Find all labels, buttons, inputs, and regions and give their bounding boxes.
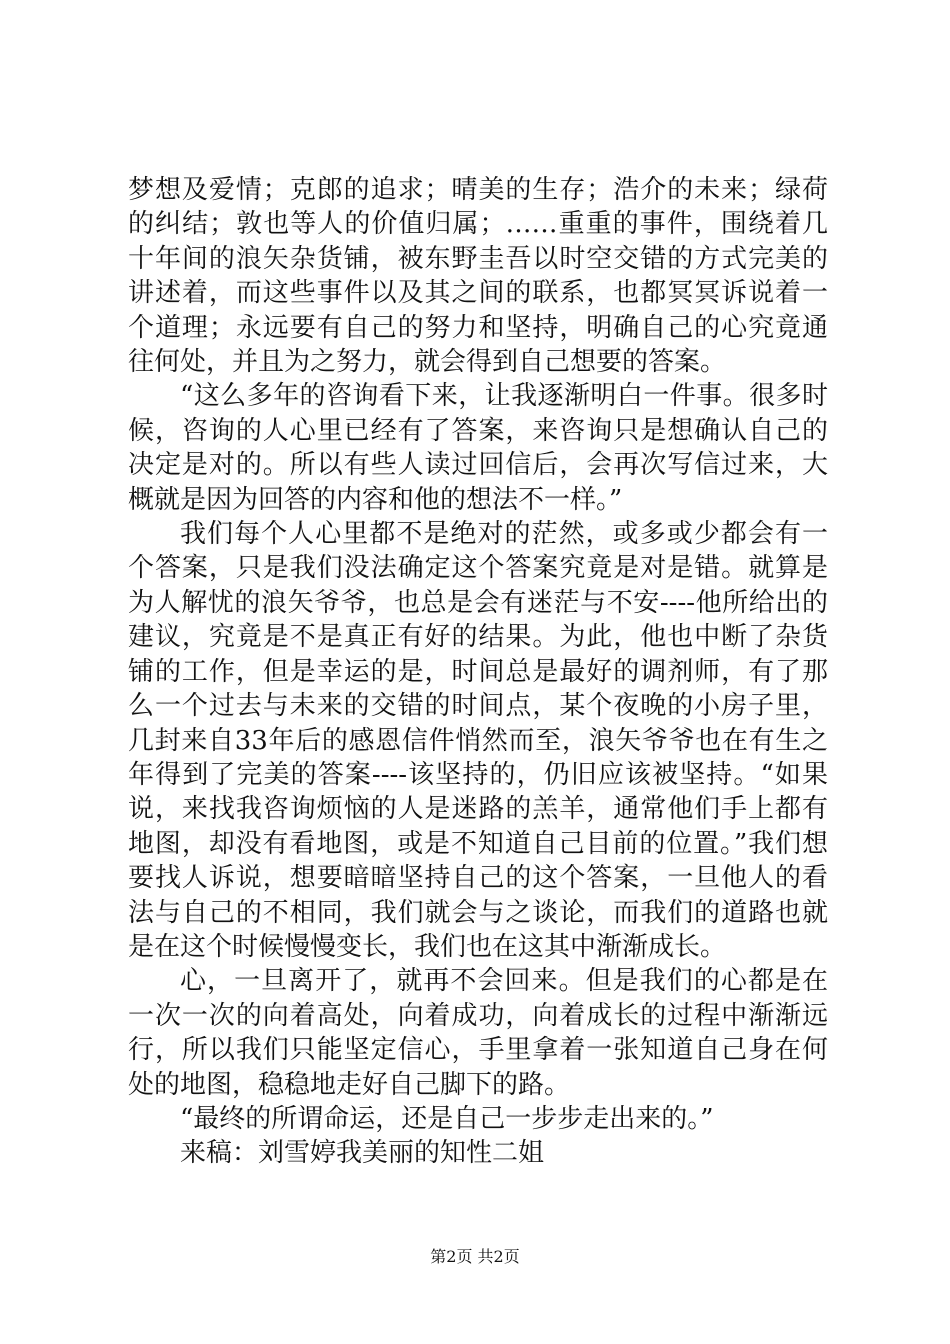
paragraph-4: 心，一旦离开了，就再不会回来。但是我们的心都是在一次一次的向着高处，向着成功，向着成长的过程中渐渐远行，所以我们只能坚定信心，手里拿着一张知道自己身在何处的地图，稳稳地走好自己脚下的路。 — [128, 966, 828, 1100]
paragraph-2: “这么多年的咨询看下来，让我逐渐明白一件事。很多时候，咨询的人心里已经有了答案，来咨询只是想确认自己的决定是对的。所以有些人读过回信后，会再次写信过来，大概就是因为回答的内容和他的想法不一样。” — [128, 381, 828, 515]
paragraph-1: 梦想及爱情；克郎的追求；晴美的生存；浩介的未来；绿荷的纠结；敦也等人的价值归属；……重重的事件，围绕着几十年间的浪矢杂货铺，被东野圭吾以时空交错的方式完美的讲述着，而这些事件以及其之间的联系，也都冥冥诉说着一个道理；永远要有自己的努力和坚持，明确自己的心究竟通往何处，并且为之努力，就会得到自己想要的答案。 — [128, 175, 828, 378]
byline: 来稿：刘雪婷我美丽的知性二姐 — [180, 1138, 545, 1169]
paragraph-5: “最终的所谓命运，还是自己一步步走出来的。” — [180, 1103, 714, 1134]
article-body — [128, 173, 828, 1171]
paragraph-3: 我们每个人心里都不是绝对的茫然，或多或少都会有一个答案，只是我们没法确定这个答案究竟是对是错。就算是为人解忧的浪矢爷爷，也总是会有迷茫与不安----他所给出的建议，究竟是不是真正有好的结果。为此，他也中断了杂货铺的工作，但是幸运的是，时间总是最好的调剂师，有了那么一个过去与未来的交错的时间点，某个夜晚的小房子里，几封来自33年后的感恩信件悄然而至，浪矢爷爷也在有生之年得到了完美的答案----该坚持的，仍旧应该被坚持。“如果说，来找我咨询烦恼的人是迷路的羔羊，通常他们手上都有地图，却没有看地图，或是不知道自己目前的位置。”我们想要找人诉说，想要暗暗坚持自己的这个答案，一旦他人的看法与自己的不相同，我们就会与之谈论，而我们的道路也就是在这个时候慢慢变长，我们也在这其中渐渐成长。 — [128, 519, 828, 962]
page-footer: 第2页 共2页 — [430, 1247, 520, 1266]
